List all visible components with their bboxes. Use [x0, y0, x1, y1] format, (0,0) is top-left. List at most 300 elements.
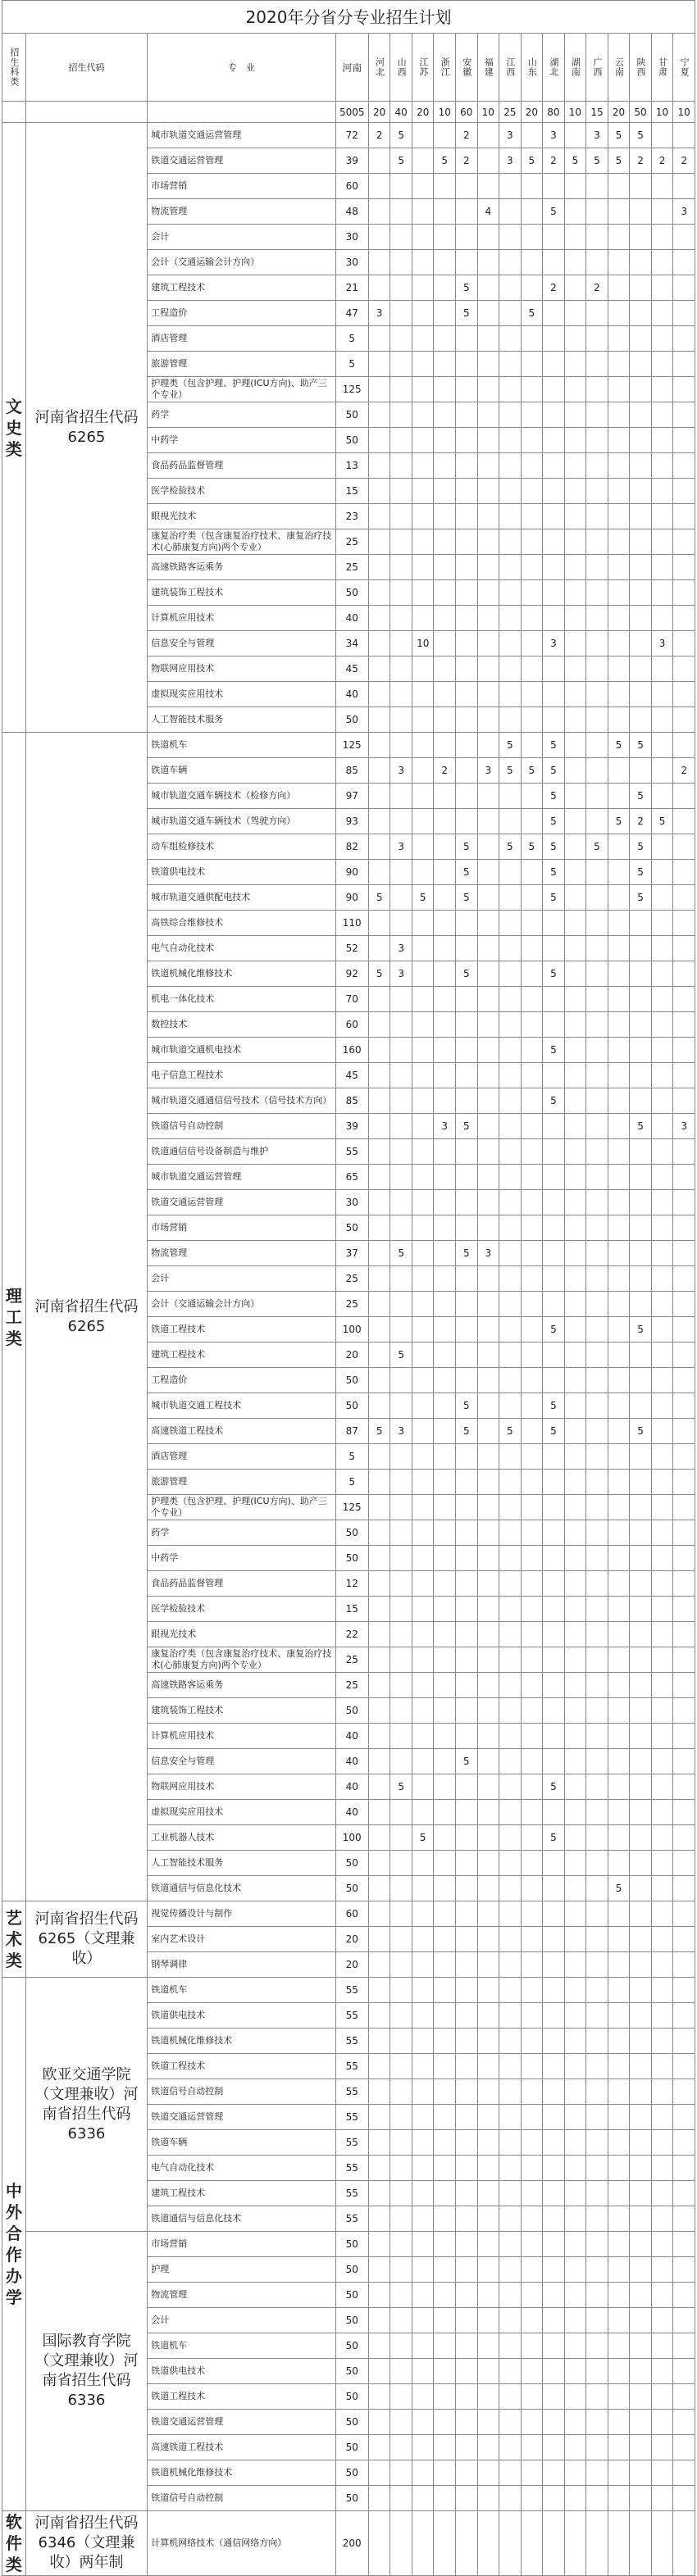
province-quota-cell: [499, 1647, 522, 1673]
province-quota-cell: [521, 2257, 543, 2283]
province-quota-cell: [651, 733, 673, 758]
province-quota-cell: [651, 1978, 673, 2003]
province-quota-cell: 3: [368, 301, 390, 326]
province-quota-cell: [412, 1368, 434, 1393]
province-quota-cell: [651, 1520, 673, 1546]
province-quota-cell: [499, 1343, 522, 1368]
province-quota-cell: [477, 1063, 499, 1088]
province-quota-cell: [673, 2486, 695, 2511]
province-quota-cell: [412, 2232, 434, 2257]
province-quota-cell: [673, 402, 695, 428]
province-quota-cell: [368, 1647, 390, 1673]
totals-blank: [148, 102, 335, 123]
province-quota-cell: [608, 479, 630, 504]
province-quota-cell: [390, 860, 412, 885]
province-quota-cell: [434, 1063, 456, 1088]
province-quota-cell: [608, 1927, 630, 1952]
province-quota-cell: [608, 2079, 630, 2105]
province-quota-cell: [434, 2410, 456, 2435]
header-province: 山西: [390, 34, 412, 102]
province-quota-cell: [651, 2410, 673, 2435]
province-quota-cell: [673, 656, 695, 682]
province-quota-cell: [673, 326, 695, 352]
province-quota-cell: [586, 1088, 608, 1114]
province-quota-cell: [390, 199, 412, 225]
henan-quota-cell: 50: [335, 2283, 368, 2308]
major-cell: 医学检验技术: [148, 1597, 335, 1622]
province-quota-cell: [456, 1774, 478, 1800]
header-province: 湖南: [564, 34, 586, 102]
total-province: 20: [368, 102, 390, 123]
province-quota-cell: [673, 1012, 695, 1038]
province-quota-cell: [499, 529, 522, 555]
province-quota-cell: [608, 2257, 630, 2283]
province-quota-cell: [521, 352, 543, 377]
henan-quota-cell: 50: [335, 1368, 368, 1393]
header-province: 宁夏: [673, 34, 695, 102]
province-quota-cell: [651, 784, 673, 809]
henan-quota-cell: 55: [335, 2181, 368, 2206]
province-quota-cell: [564, 2206, 586, 2232]
province-quota-cell: [673, 1851, 695, 1876]
province-quota-cell: [477, 1724, 499, 1749]
province-quota-cell: [368, 1241, 390, 1266]
province-quota-cell: [630, 2283, 652, 2308]
province-quota-cell: [390, 1901, 412, 1927]
province-quota-cell: [434, 174, 456, 199]
province-quota-cell: [651, 1114, 673, 1139]
province-quota-cell: [412, 250, 434, 275]
province-quota-cell: [412, 1851, 434, 1876]
province-quota-cell: [673, 1698, 695, 1724]
province-quota-cell: 3: [499, 148, 522, 174]
province-quota-cell: [412, 2054, 434, 2079]
province-quota-cell: [608, 2181, 630, 2206]
province-quota-cell: 5: [456, 961, 478, 987]
major-cell: 计算机应用技术: [148, 606, 335, 631]
province-quota-cell: [477, 809, 499, 834]
header-henan: 河南: [335, 34, 368, 102]
province-quota-cell: [608, 1139, 630, 1165]
province-quota-cell: [368, 936, 390, 961]
province-quota-cell: [543, 1749, 565, 1774]
province-quota-cell: [434, 656, 456, 682]
province-quota-cell: [673, 784, 695, 809]
province-quota-cell: [651, 936, 673, 961]
province-quota-cell: [412, 199, 434, 225]
province-quota-cell: [586, 2511, 608, 2576]
province-quota-cell: [586, 555, 608, 580]
province-quota-cell: [564, 1038, 586, 1063]
province-quota-cell: [630, 301, 652, 326]
province-quota-cell: [434, 1647, 456, 1673]
province-quota-cell: [456, 479, 478, 504]
province-quota-cell: [434, 250, 456, 275]
province-quota-cell: [412, 2359, 434, 2384]
province-quota-cell: [586, 301, 608, 326]
province-quota-cell: [434, 1368, 456, 1393]
province-quota-cell: [586, 1800, 608, 1825]
province-quota-cell: [564, 2283, 586, 2308]
province-quota-cell: [608, 1851, 630, 1876]
province-quota-cell: [390, 1088, 412, 1114]
province-quota-cell: 5: [630, 123, 652, 148]
province-quota-cell: 2: [651, 148, 673, 174]
province-quota-cell: [456, 352, 478, 377]
province-quota-cell: [434, 1470, 456, 1495]
henan-quota-cell: 20: [335, 1952, 368, 1978]
province-quota-cell: [651, 199, 673, 225]
province-quota-cell: [586, 1851, 608, 1876]
province-quota-cell: [434, 911, 456, 936]
province-quota-cell: [477, 2359, 499, 2384]
province-quota-cell: [564, 580, 586, 606]
province-quota-cell: [477, 2435, 499, 2460]
province-quota-cell: [477, 1317, 499, 1343]
province-quota-cell: [651, 2257, 673, 2283]
province-quota-cell: [368, 1901, 390, 1927]
header-province: 安徽: [456, 34, 478, 102]
province-quota-cell: [456, 1139, 478, 1165]
province-quota-cell: 3: [434, 1114, 456, 1139]
province-quota-cell: [586, 2333, 608, 2359]
province-quota-cell: [456, 2283, 478, 2308]
province-quota-cell: [608, 1495, 630, 1520]
province-quota-cell: [368, 2257, 390, 2283]
province-quota-cell: [586, 2054, 608, 2079]
province-quota-cell: [390, 1952, 412, 1978]
major-cell: 建筑工程技术: [148, 275, 335, 301]
province-quota-cell: [499, 2283, 522, 2308]
province-quota-cell: [543, 1470, 565, 1495]
province-quota-cell: [412, 1241, 434, 1266]
province-quota-cell: [521, 1774, 543, 1800]
province-quota-cell: [630, 2333, 652, 2359]
province-quota-cell: [412, 1698, 434, 1724]
province-quota-cell: [456, 2156, 478, 2181]
province-quota-cell: [608, 1088, 630, 1114]
province-quota-cell: [608, 352, 630, 377]
province-quota-cell: [477, 402, 499, 428]
province-quota-cell: [521, 2029, 543, 2054]
province-quota-cell: [521, 1978, 543, 2003]
code-cell: 河南省招生代码6346（文理兼收）两年制: [25, 2511, 148, 2576]
header-row: [2, 34, 695, 102]
province-quota-cell: [564, 326, 586, 352]
province-quota-cell: [564, 1063, 586, 1088]
province-quota-cell: 5: [630, 834, 652, 860]
province-quota-cell: [651, 2333, 673, 2359]
province-quota-cell: [630, 555, 652, 580]
province-quota-cell: [564, 1622, 586, 1647]
province-quota-cell: [673, 428, 695, 453]
major-cell: 高速铁路客运乘务: [148, 1673, 335, 1698]
province-quota-cell: [521, 225, 543, 250]
henan-quota-cell: 39: [335, 1114, 368, 1139]
province-quota-cell: [608, 606, 630, 631]
province-quota-cell: [368, 1114, 390, 1139]
province-quota-cell: [651, 1139, 673, 1165]
province-quota-cell: [456, 2105, 478, 2130]
province-quota-cell: [651, 1546, 673, 1571]
province-quota-cell: [499, 2232, 522, 2257]
henan-quota-cell: 5: [335, 352, 368, 377]
province-quota-cell: [673, 2181, 695, 2206]
major-cell: 建筑工程技术: [148, 1343, 335, 1368]
province-quota-cell: [673, 885, 695, 911]
province-quota-cell: [673, 453, 695, 479]
province-quota-cell: [521, 1622, 543, 1647]
henan-quota-cell: 55: [335, 2054, 368, 2079]
henan-quota-cell: 72: [335, 123, 368, 148]
province-quota-cell: [456, 987, 478, 1012]
henan-quota-cell: 25: [335, 1266, 368, 1292]
province-quota-cell: [390, 2130, 412, 2156]
province-quota-cell: [412, 1063, 434, 1088]
province-quota-cell: [564, 1698, 586, 1724]
province-quota-cell: 5: [412, 1825, 434, 1851]
province-quota-cell: [390, 275, 412, 301]
major-cell: 铁道机械化维修技术: [148, 2460, 335, 2486]
province-quota-cell: [651, 606, 673, 631]
province-quota-cell: [368, 1368, 390, 1393]
province-quota-cell: [586, 1901, 608, 1927]
province-quota-cell: [477, 1851, 499, 1876]
province-quota-cell: [543, 580, 565, 606]
province-quota-cell: [456, 2333, 478, 2359]
henan-quota-cell: 30: [335, 225, 368, 250]
province-quota-cell: [390, 1190, 412, 1215]
province-quota-cell: [477, 479, 499, 504]
province-quota-cell: [434, 1139, 456, 1165]
province-quota-cell: [651, 1495, 673, 1520]
province-quota-cell: [477, 2105, 499, 2130]
province-quota-cell: [586, 402, 608, 428]
province-quota-cell: [499, 1139, 522, 1165]
province-quota-cell: [564, 555, 586, 580]
henan-quota-cell: 45: [335, 1063, 368, 1088]
province-quota-cell: [390, 1876, 412, 1901]
province-quota-cell: [521, 936, 543, 961]
province-quota-cell: [673, 123, 695, 148]
province-quota-cell: [412, 2003, 434, 2029]
province-quota-cell: [412, 580, 434, 606]
province-quota-cell: [673, 1622, 695, 1647]
province-quota-cell: [434, 1444, 456, 1470]
province-quota-cell: [651, 1419, 673, 1444]
province-quota-cell: [390, 2511, 412, 2576]
province-quota-cell: [368, 1139, 390, 1165]
province-quota-cell: [390, 2079, 412, 2105]
province-quota-cell: [434, 2283, 456, 2308]
province-quota-cell: [434, 2384, 456, 2410]
province-quota-cell: [456, 1622, 478, 1647]
province-quota-cell: [651, 2003, 673, 2029]
henan-quota-cell: 100: [335, 1317, 368, 1343]
province-quota-cell: [412, 2283, 434, 2308]
major-cell: 医学检验技术: [148, 479, 335, 504]
province-quota-cell: [390, 885, 412, 911]
province-quota-cell: [434, 809, 456, 834]
province-quota-cell: [564, 123, 586, 148]
major-cell: 铁道信号自动控制: [148, 1114, 335, 1139]
province-quota-cell: [651, 1952, 673, 1978]
province-quota-cell: [564, 1952, 586, 1978]
province-quota-cell: [521, 1520, 543, 1546]
province-quota-cell: [368, 1063, 390, 1088]
province-quota-cell: [499, 2511, 522, 2576]
province-quota-cell: [521, 1952, 543, 1978]
province-quota-cell: 2: [673, 758, 695, 784]
major-cell: 中药学: [148, 428, 335, 453]
province-quota-cell: [412, 834, 434, 860]
henan-quota-cell: 40: [335, 682, 368, 707]
province-quota-cell: [564, 1876, 586, 1901]
province-quota-cell: [564, 1520, 586, 1546]
province-quota-cell: [521, 1647, 543, 1673]
province-quota-cell: [456, 580, 478, 606]
province-quota-cell: [434, 631, 456, 656]
province-quota-cell: [630, 326, 652, 352]
province-quota-cell: [543, 1724, 565, 1749]
province-quota-cell: [630, 2206, 652, 2232]
province-quota-cell: [390, 2308, 412, 2333]
province-quota-cell: [543, 1800, 565, 1825]
province-quota-cell: [543, 2079, 565, 2105]
henan-quota-cell: 55: [335, 1978, 368, 2003]
province-quota-cell: [608, 834, 630, 860]
province-quota-cell: [521, 1927, 543, 1952]
province-quota-cell: [477, 2333, 499, 2359]
province-quota-cell: [673, 2435, 695, 2460]
province-quota-cell: [412, 326, 434, 352]
province-quota-cell: [521, 1393, 543, 1419]
province-quota-cell: [368, 2384, 390, 2410]
province-quota-cell: [630, 1851, 652, 1876]
province-quota-cell: 2: [543, 148, 565, 174]
province-quota-cell: [673, 1241, 695, 1266]
province-quota-cell: [456, 1266, 478, 1292]
province-quota-cell: [673, 2460, 695, 2486]
province-quota-cell: 5: [543, 758, 565, 784]
henan-quota-cell: 50: [335, 2460, 368, 2486]
province-quota-cell: [673, 1088, 695, 1114]
province-quota-cell: [673, 961, 695, 987]
province-quota-cell: [368, 1952, 390, 1978]
province-quota-cell: [630, 402, 652, 428]
province-quota-cell: [521, 809, 543, 834]
province-quota-cell: [456, 504, 478, 529]
province-quota-cell: [608, 1292, 630, 1317]
major-cell: 电气自动化技术: [148, 2156, 335, 2181]
province-quota-cell: [390, 479, 412, 504]
province-quota-cell: [477, 2308, 499, 2333]
province-quota-cell: [477, 453, 499, 479]
major-cell: 市场营销: [148, 1215, 335, 1241]
province-quota-cell: [586, 1495, 608, 1520]
province-quota-cell: [390, 2206, 412, 2232]
province-quota-cell: [543, 1241, 565, 1266]
province-quota-cell: 5: [543, 1774, 565, 1800]
province-quota-cell: [390, 1114, 412, 1139]
province-quota-cell: [564, 377, 586, 402]
province-quota-cell: [390, 402, 412, 428]
province-quota-cell: [368, 580, 390, 606]
province-quota-cell: 5: [543, 961, 565, 987]
province-quota-cell: [499, 479, 522, 504]
province-quota-cell: [673, 1546, 695, 1571]
province-quota-cell: [456, 682, 478, 707]
henan-quota-cell: 45: [335, 656, 368, 682]
province-quota-cell: [412, 784, 434, 809]
province-quota-cell: [673, 1952, 695, 1978]
province-quota-cell: [477, 1647, 499, 1673]
henan-quota-cell: 55: [335, 2105, 368, 2130]
province-quota-cell: [608, 936, 630, 961]
province-quota-cell: [564, 1241, 586, 1266]
province-quota-cell: [651, 682, 673, 707]
province-quota-cell: 5: [543, 1393, 565, 1419]
province-quota-cell: [390, 1851, 412, 1876]
province-quota-cell: [651, 1088, 673, 1114]
total-province: 10: [673, 102, 695, 123]
province-quota-cell: [477, 1444, 499, 1470]
major-cell: 中药学: [148, 1546, 335, 1571]
province-quota-cell: [499, 2410, 522, 2435]
henan-quota-cell: 160: [335, 1038, 368, 1063]
province-quota-cell: [521, 504, 543, 529]
province-quota-cell: [608, 555, 630, 580]
province-quota-cell: [586, 2029, 608, 2054]
province-quota-cell: [608, 453, 630, 479]
province-quota-cell: [412, 1088, 434, 1114]
province-quota-cell: [543, 2486, 565, 2511]
province-quota-cell: [608, 1419, 630, 1444]
province-quota-cell: [521, 2460, 543, 2486]
province-quota-cell: [630, 225, 652, 250]
province-quota-cell: [651, 402, 673, 428]
province-quota-cell: [412, 453, 434, 479]
province-quota-cell: [434, 2232, 456, 2257]
code-cell: 河南省招生代码6265: [25, 733, 148, 1901]
province-quota-cell: [390, 555, 412, 580]
province-quota-cell: [543, 2308, 565, 2333]
major-cell: 护理: [148, 2257, 335, 2283]
province-quota-cell: [499, 809, 522, 834]
province-quota-cell: [456, 1520, 478, 1546]
province-quota-cell: [434, 1774, 456, 1800]
henan-quota-cell: 55: [335, 1139, 368, 1165]
province-quota-cell: 10: [412, 631, 434, 656]
province-quota-cell: 5: [521, 834, 543, 860]
province-quota-cell: [608, 1724, 630, 1749]
province-quota-cell: [434, 1393, 456, 1419]
province-quota-cell: 5: [499, 1419, 522, 1444]
province-quota-cell: [564, 529, 586, 555]
province-quota-cell: 2: [456, 123, 478, 148]
province-quota-cell: [499, 1876, 522, 1901]
province-quota-cell: [651, 2054, 673, 2079]
province-quota-cell: [477, 911, 499, 936]
province-quota-cell: [521, 1698, 543, 1724]
province-quota-cell: [477, 656, 499, 682]
province-quota-cell: [477, 2384, 499, 2410]
major-cell: 城市轨道交通车辆技术（驾驶方向）: [148, 809, 335, 834]
province-quota-cell: [390, 2029, 412, 2054]
province-quota-cell: [586, 2486, 608, 2511]
province-quota-cell: [368, 2181, 390, 2206]
province-quota-cell: [543, 2359, 565, 2384]
